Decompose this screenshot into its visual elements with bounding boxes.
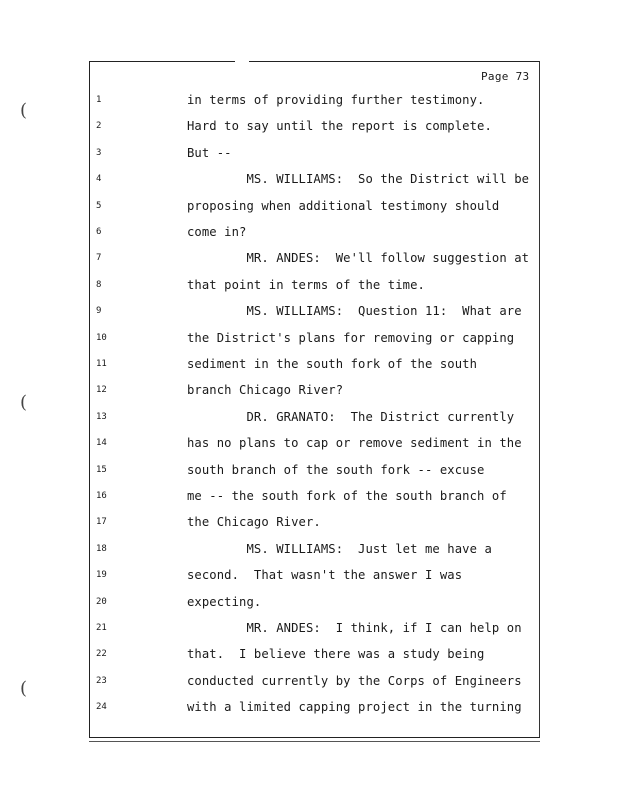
line-number: 12 <box>96 385 107 395</box>
line-number: 14 <box>96 438 107 448</box>
transcript-line-text: sediment in the south fork of the south <box>187 357 478 371</box>
line-number: 2 <box>96 121 102 131</box>
transcript-line-text: that. I believe there was a study being <box>187 647 485 661</box>
transcript-page-frame <box>89 61 540 738</box>
transcript-line-text: Hard to say until the report is complete. <box>187 119 492 133</box>
line-number: 15 <box>96 465 107 475</box>
frame-gap <box>235 58 249 64</box>
line-number: 23 <box>96 676 107 686</box>
transcript-line-text: MR. ANDES: I think, if I can help on <box>187 621 522 635</box>
line-number: 11 <box>96 359 107 369</box>
line-number: 18 <box>96 544 107 554</box>
line-number: 3 <box>96 148 102 158</box>
line-number: 22 <box>96 649 107 659</box>
binder-hole-mark: ( <box>20 392 28 413</box>
line-number: 16 <box>96 491 107 501</box>
transcript-line-text: south branch of the south fork -- excuse <box>187 463 485 477</box>
transcript-line-text: the District's plans for removing or capping <box>187 331 515 345</box>
line-number: 8 <box>96 280 102 290</box>
transcript-line-text: MS. WILLIAMS: Question 11: What are <box>187 304 522 318</box>
transcript-line-text: But -- <box>187 146 232 160</box>
page-number: Page 73 <box>481 70 530 83</box>
transcript-line-text: me -- the south fork of the south branch of <box>187 489 507 503</box>
line-number: 13 <box>96 412 107 422</box>
transcript-line-text: proposing when additional testimony should <box>187 199 500 213</box>
line-number: 4 <box>96 174 102 184</box>
transcript-line-text: MS. WILLIAMS: Just let me have a <box>187 542 492 556</box>
line-number: 19 <box>96 570 107 580</box>
line-number: 9 <box>96 306 102 316</box>
binder-hole-mark: ( <box>20 100 28 121</box>
line-number: 20 <box>96 597 107 607</box>
transcript-line-text: the Chicago River. <box>187 515 321 529</box>
line-number: 6 <box>96 227 102 237</box>
transcript-line-text: conducted currently by the Corps of Engineers <box>187 674 522 688</box>
line-number: 10 <box>96 333 107 343</box>
line-number: 17 <box>96 517 107 527</box>
line-number: 7 <box>96 253 102 263</box>
transcript-bottom-border <box>89 737 540 742</box>
transcript-line-text: DR. GRANATO: The District currently <box>187 410 515 424</box>
line-number: 5 <box>96 201 102 211</box>
transcript-line-text: MR. ANDES: We'll follow suggestion at <box>187 251 530 265</box>
line-number: 1 <box>96 95 102 105</box>
transcript-line-text: branch Chicago River? <box>187 383 344 397</box>
binder-hole-mark: ( <box>20 678 28 699</box>
transcript-line-text: MS. WILLIAMS: So the District will be <box>187 172 530 186</box>
transcript-line-text: expecting. <box>187 595 262 609</box>
line-number: 24 <box>96 702 107 712</box>
transcript-line-text: with a limited capping project in the turning <box>187 700 522 714</box>
transcript-line-text: has no plans to cap or remove sediment in the <box>187 436 522 450</box>
transcript-line-text: in terms of providing further testimony. <box>187 93 485 107</box>
transcript-line-text: come in? <box>187 225 247 239</box>
transcript-line-text: second. That wasn't the answer I was <box>187 568 463 582</box>
transcript-line-text: that point in terms of the time. <box>187 278 425 292</box>
line-number: 21 <box>96 623 107 633</box>
